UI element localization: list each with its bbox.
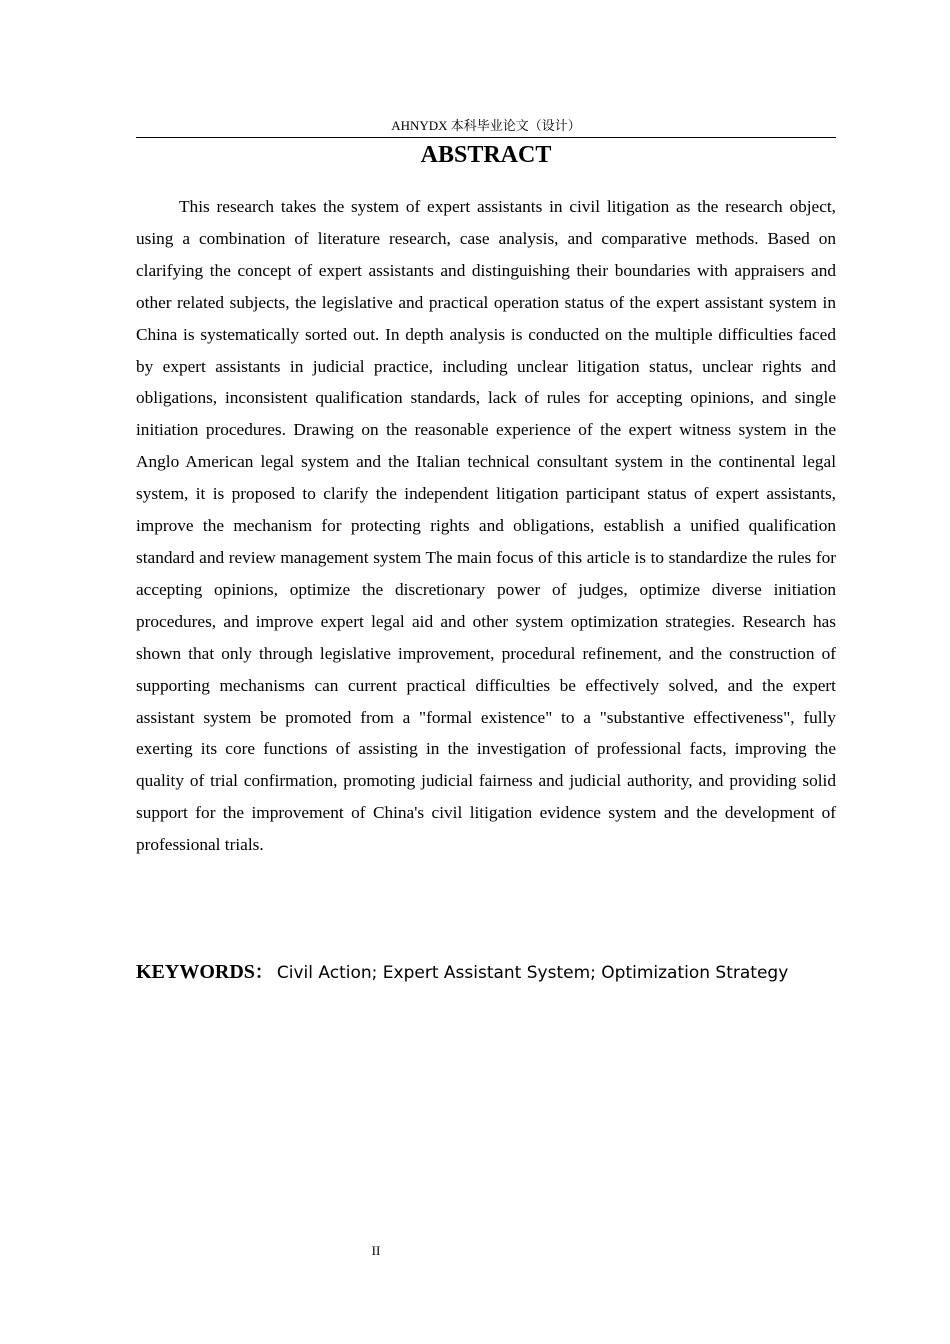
- abstract-title: ABSTRACT: [420, 142, 552, 168]
- keywords-line: [136, 958, 856, 988]
- keywords-label: KEYWORDS: [136, 961, 255, 983]
- header-rule: [136, 137, 836, 138]
- running-header: AHNYDX 本科毕业论文（设计）: [391, 118, 581, 133]
- page-number: II: [371, 1243, 381, 1258]
- keywords-value: Civil Action; Expert Assistant System; Optimization Strategy: [276, 963, 789, 983]
- abstract-body: This research takes the system of expert assistants in civil litigation as the research object, using a combination of literature research, case analysis, and comparative methods. Based on clarifying the concept of expert assistants and distinguishing their boundaries with appraisers and other related subjects, the legislative and practical operation status of the expert assistant system in China is systematically sorted out. In depth analysis is conducted on the multiple difficulties faced by expert assistants in judicial practice, including unclear litigation status, unclear rights and obligations, inconsistent qualification standards, lack of rules for accepting opinions, and single initiation procedures. Drawing on the reasonable experience of the expert witness system in the Anglo American legal system and the Italian technical consultant system in the continental legal system, it is proposed to clarify the independent litigation participant status of expert assistants, improve the mechanism for protecting rights and obligations, establish a unified qualification standard and review management system The main focus of this article is to standardize the rules for accepting opinions, optimize the discretionary power of judges, optimize diverse initiation procedures, and improve expert legal aid and other system optimization strategies. Research has shown that only through legislative improvement, procedural refinement, and the construction of supporting mechanisms can current practical difficulties be effectively solved, and the expert assistant system be promoted from a "formal existence" to a "substantive effectiveness", fully exerting its core functions of assisting in the investigation of professional facts, improving the quality of trial confirmation, promoting judicial fairness and judicial authority, and providing solid support for the improvement of China's civil litigation evidence system and the development of professional trials.: [136, 197, 836, 855]
- keywords-separator: ：: [254, 962, 273, 983]
